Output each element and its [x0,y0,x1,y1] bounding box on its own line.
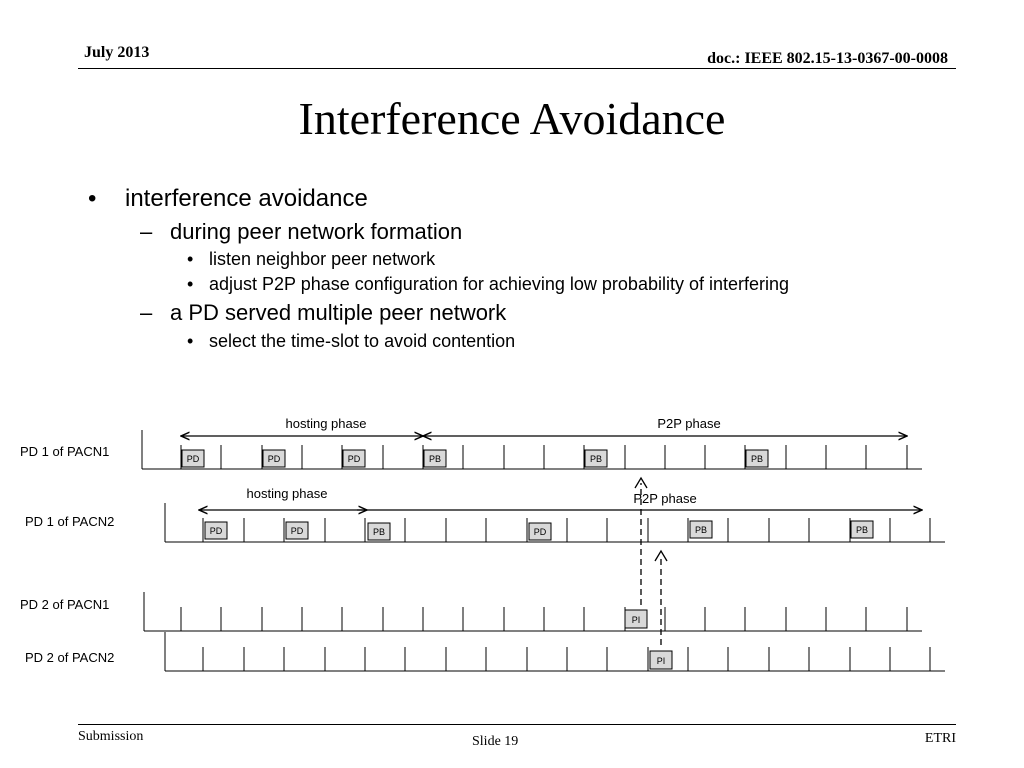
svg-text:PD: PD [290,526,304,536]
svg-text:PB: PB [428,454,442,464]
row-1-timeline [142,416,922,469]
header-doc-id: doc.: IEEE 802.15-13-0367-00-0008 [707,50,948,67]
row-2-slot-pd-3 [529,523,551,540]
svg-text:PD: PD [209,526,223,536]
row-1-slot-pd-3 [343,450,365,467]
svg-text:PD: PD [267,454,281,464]
bullet-l3b: adjust P2P phase configuration for achieving low probability of interfering [209,274,790,294]
svg-text:PB: PB [589,454,603,464]
row-1-slot-pb-2 [585,450,607,467]
row-2-slot-pb-2 [690,521,712,538]
row-label-pd2-pacn2: PD 2 of PACN2 [25,650,115,665]
bullet-l1: interference avoidance [125,185,368,212]
bullet-dash-1: – [140,219,153,244]
bullet-dash-2: – [140,300,153,325]
footer-org: ETRI [924,731,956,746]
row-2-slot-pb-3 [851,521,873,538]
bullet-marker-4: • [187,331,194,351]
bullet-l3a: listen neighbor peer network [209,249,436,269]
svg-text:PB: PB [750,454,764,464]
svg-text:PB: PB [694,525,708,535]
footer-submission: Submission [78,729,144,744]
bullet-marker-3: • [187,274,194,294]
svg-text:PI: PI [656,656,666,666]
row-1-hosting-phase-label: hosting phase [285,416,367,431]
slide-title: Interference Avoidance [298,93,726,144]
svg-text:PB: PB [372,527,386,537]
footer-rule [78,724,956,725]
row-2-hosting-phase-label: hosting phase [246,486,328,501]
row-2-timeline [165,486,945,542]
bullet-marker-2: • [187,249,194,269]
row-2-slot-pd-2 [286,522,308,539]
bullet-l2a: during peer network formation [170,219,463,244]
row-1-slot-pd-2 [263,450,285,467]
svg-text:PD: PD [533,527,547,537]
row-2-slot-pd-1 [205,522,227,539]
bullet-l3c: select the time-slot to avoid contention [209,331,516,351]
row-2-slot-pb-1 [368,523,390,540]
bullet-l2b: a PD served multiple peer network [170,300,507,325]
row-2-p2p-phase-label: P2P phase [633,491,697,506]
bullet-marker-1: • [88,185,97,212]
svg-text:PD: PD [347,454,361,464]
row-label-pd2-pacn1: PD 2 of PACN1 [20,597,110,612]
row-1-slot-pb-1 [424,450,446,467]
row-1-slot-pb-3 [746,450,768,467]
row-label-pd1-pacn2: PD 1 of PACN2 [25,514,115,529]
svg-text:PI: PI [631,615,641,625]
row-4-timeline [165,632,945,671]
row-3-slot-pi [625,610,647,628]
row-4-slot-pi [650,651,672,669]
svg-text:PB: PB [855,525,869,535]
header-date: July 2013 [84,44,150,61]
row-3-timeline [144,592,922,631]
footer-slide-number: Slide 19 [472,734,519,749]
row-1-p2p-phase-label: P2P phase [657,416,721,431]
row-1-slot-pd-1 [182,450,204,467]
svg-text:PD: PD [186,454,200,464]
row-label-pd1-pacn1: PD 1 of PACN1 [20,444,110,459]
